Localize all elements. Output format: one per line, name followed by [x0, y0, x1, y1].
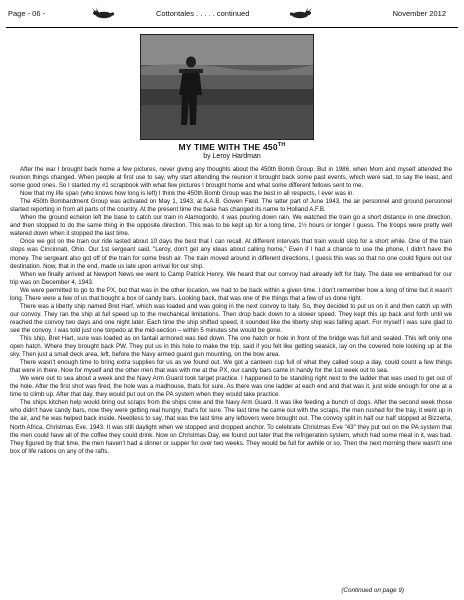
- byline: by Leroy Hardman: [203, 153, 261, 160]
- soldier-photo: [140, 34, 314, 140]
- rabbit-icon: [288, 7, 314, 19]
- paragraph: There was a liberty ship named Bret Harf, which was loaded and was going in the next convoy to Italy. So, they decided to put us on it and then catch up with our convoy. They ran the ship at full speed up to the mechanical limitations. Then drop back down to a slower speed. They kept this up back and forth until we reached the convoy two days and one night later. Each time the ship shifted speed, it sounded like the liberty ship was falling apart. For myself I was sure glad to see the convoy. I was told just one torpedo at the mid-section – within 5 minutes she would be gone.: [10, 302, 452, 334]
- paragraph: When the ground echelon left the base to catch our train in Alamogordo, it was pouring down rain. We watched the train go a short distance in one direction, and then stopped to do the same thing in the opposite direction. This was to be kept up for a long time, 1½ hours or longer I guess. The troops were pretty well watered down when it stopped the last time.: [10, 214, 452, 238]
- paragraph: The 450th Bombardment Group was activated on May 1, 1943, at A.A.B. Gowen Field. The latter part of June 1943, the air personnel and ground personnel started reporting in from all parts of the country. At the present time the base has changed its name to Holland A.F.B.: [10, 198, 452, 214]
- paragraph: We were permitted to go to the PX, but that was in the other location, we had to be back within a given time. I don't remember how a long of time but it wasn't long. There were a few of us that bought a box of candy bars. Looking back, that was one of the things that a few of us done right.: [10, 286, 452, 302]
- rabbit-icon: [90, 7, 116, 19]
- paragraph: Now that my life span (who knows how long is left) I think the 450th Bomb Group was the best in all respects, I ever was in.: [20, 190, 355, 198]
- article-body: [10, 166, 452, 456]
- paragraph: After the war I brought back home a few pictures, never giving any thoughts about the 450th Bomb Group. But in 1986, when Mom and myself attended the reunion things changed. When people at first use to say, why start attending the reunion it brought back some past events, which were sad, to say the least, and some good ones. So I started my #1 scrapbook with what few pictures I brought home and what some different fellows sent to me.: [10, 166, 452, 190]
- paragraph: The ships kitchen help would bring out scraps from the ships crew and the Navy Arm Guard. It was like feeding a bunch of dogs. After the second week those who didn't have candy bars, now they were getting real hungry, that's for sure. The last time he came out with the scraps, the men rushed for the tray, it went up in the air, and he was helped back inside. Needless to say, that was the last time any leftovers were brought out. The convoy split in half our half stopped at Bizzerta, North Africa, Christmas Eve, 1943. It was still daylight when we stopped and dropped anchor. To celebrate Christmas Eve "43" they put out on the PA system that the men could have all of the coffee they could drink. Now on Christmas Day, we found out later that the refrigeration system, which had some meat in it, was bad. They figured by that time, the men haven't had a dinner or supper for over two weeks. They would be full for awhile or so. Then the next morning there wasn't one box of life rations on any of the rafts.: [10, 399, 452, 455]
- paragraph: When we finally arrived at Newport News we went to Camp Patrick Henry. We heard that our convoy had already left for Italy. The date we embarked for our trip was on December 4, 1943.: [10, 270, 452, 286]
- paragraph: Once we got on the train our ride lasted about 10 days the best that I can recall. At different intervals that train would stop for a short while. One of the train stops was Cincinnati, Ohio. Our 1st sergeant said, "Leroy, don't get any ideas about calling home," Even if I had a chance to use the phone, I didn't have the money. The sergeant also got off of the train for some fresh air. The train moved around in different directions, I guess this was so that no one could figure out our destination. Now, that in the end, made us late upon arrival for our ship.: [10, 238, 452, 270]
- paragraph: There wasn't enough time to bring extra supplies for us as we found out. We got a canteen cup full of what they called soup a day, could count a few things that were in there. Now for myself and the other men that was with me at the PX, our candy bars came in handy for the 1st week out to sea.: [10, 359, 452, 375]
- article-title: MY TIME WITH THE 450TH: [178, 142, 286, 152]
- page-number: Page - 06 -: [8, 9, 46, 18]
- continued-note: (Continued on page 9): [341, 587, 404, 594]
- running-title: Cottontales . . . . . continued: [156, 9, 250, 18]
- issue-date: November 2012: [392, 9, 446, 18]
- paragraph: We were out to sea about a week and the Navy Arm Guard took target practice. I happened to be standing right next to the ladder that was used to get out of the hole. After the first shot was fired, the hole was a madhouse, thats for sure. As there was one ladder at each end and that was it, just wide enough for one at a time to climb up. After that day, they would put out on the PA system when they would take practice.: [10, 375, 452, 399]
- page-header: [6, 5, 458, 28]
- paragraph: This ship, Bret Hart, sure was loaded as on fantail armored was tied down. The one hatch or hole in front of the bridge was full and sealed. This left only one open hatch. Where they brought back PW. They put us in this hole to make the trip, said if you felt like getting seasick, lay on the covered hole looking up at the sky. Then just a small deck area, left, before the Navy armed guard gun mounting, on the bow area.: [10, 334, 452, 359]
